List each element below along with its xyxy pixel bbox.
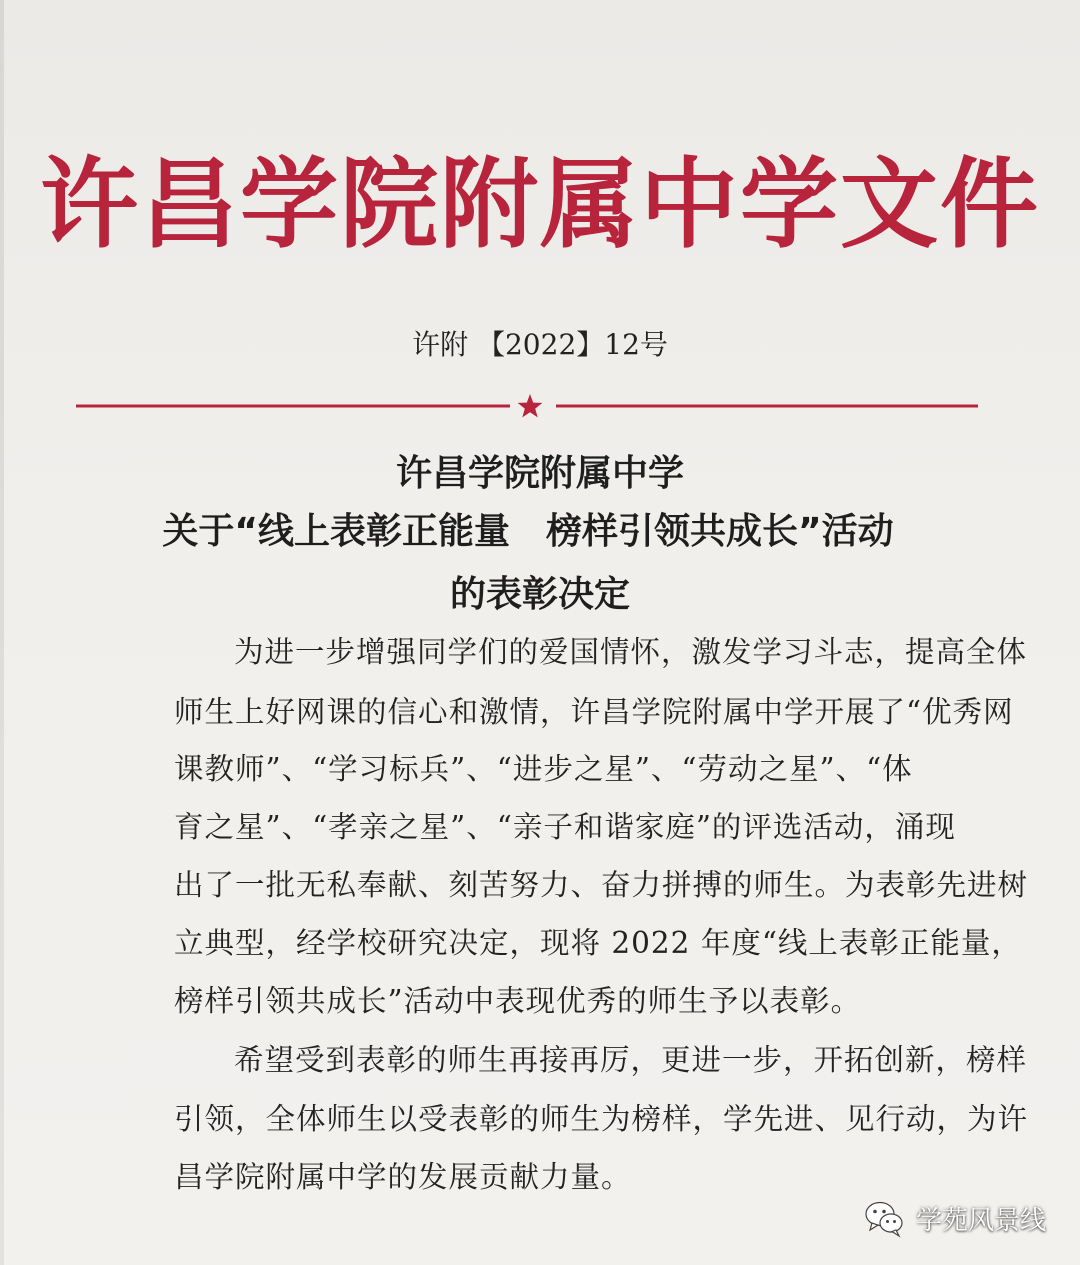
body-line: 出了一批无私奉献、刻苦努力、奋力拼搏的师生。为表彰先进树 xyxy=(174,868,1029,902)
body-line: 引领，全体师生以受表彰的师生为榜样，学先进、见行动，为许 xyxy=(174,1102,1029,1136)
wechat-icon xyxy=(862,1196,906,1240)
title-line-1: 许昌学院附属中学 xyxy=(395,453,684,494)
body-line: 师生上好网课的信心和激情，许昌学院附属中学开展了“优秀网 xyxy=(174,695,1014,729)
body-line: 课教师”、“学习标兵”、“进步之星”、“劳动之星”、“体 xyxy=(174,752,913,786)
body-line: 榜样引领共成长”活动中表现优秀的师生予以表彰。 xyxy=(174,984,862,1018)
account-watermark xyxy=(862,1196,1062,1240)
body-line: 立典型，经学校研究决定，现将 2022 年度“线上表彰正能量， xyxy=(174,926,1022,960)
title-line-2: 关于“线上表彰正能量 榜样引领共成长”活动 xyxy=(162,511,894,552)
document-number: 许附 【2022】12号 xyxy=(412,328,668,361)
body-line: 希望受到表彰的师生再接再厉，更进一步，开拓创新，榜样 xyxy=(234,1043,1028,1077)
body-line: 为进一步增强同学们的爱国情怀，激发学习斗志，提高全体 xyxy=(234,635,1028,669)
body-line: 昌学院附属中学的发展贡献力量。 xyxy=(174,1160,632,1194)
divider-star-icon xyxy=(518,394,543,417)
document-masthead: 许昌学院附属中学文件 xyxy=(39,148,1040,262)
body-line: 育之星”、“孝亲之星”、“亲子和谐家庭”的评选活动，涌现 xyxy=(174,810,956,844)
red-divider-line xyxy=(0,385,1080,425)
title-line-3: 的表彰决定 xyxy=(449,574,630,615)
watermark-text: 学苑风景线 xyxy=(916,1205,1047,1236)
